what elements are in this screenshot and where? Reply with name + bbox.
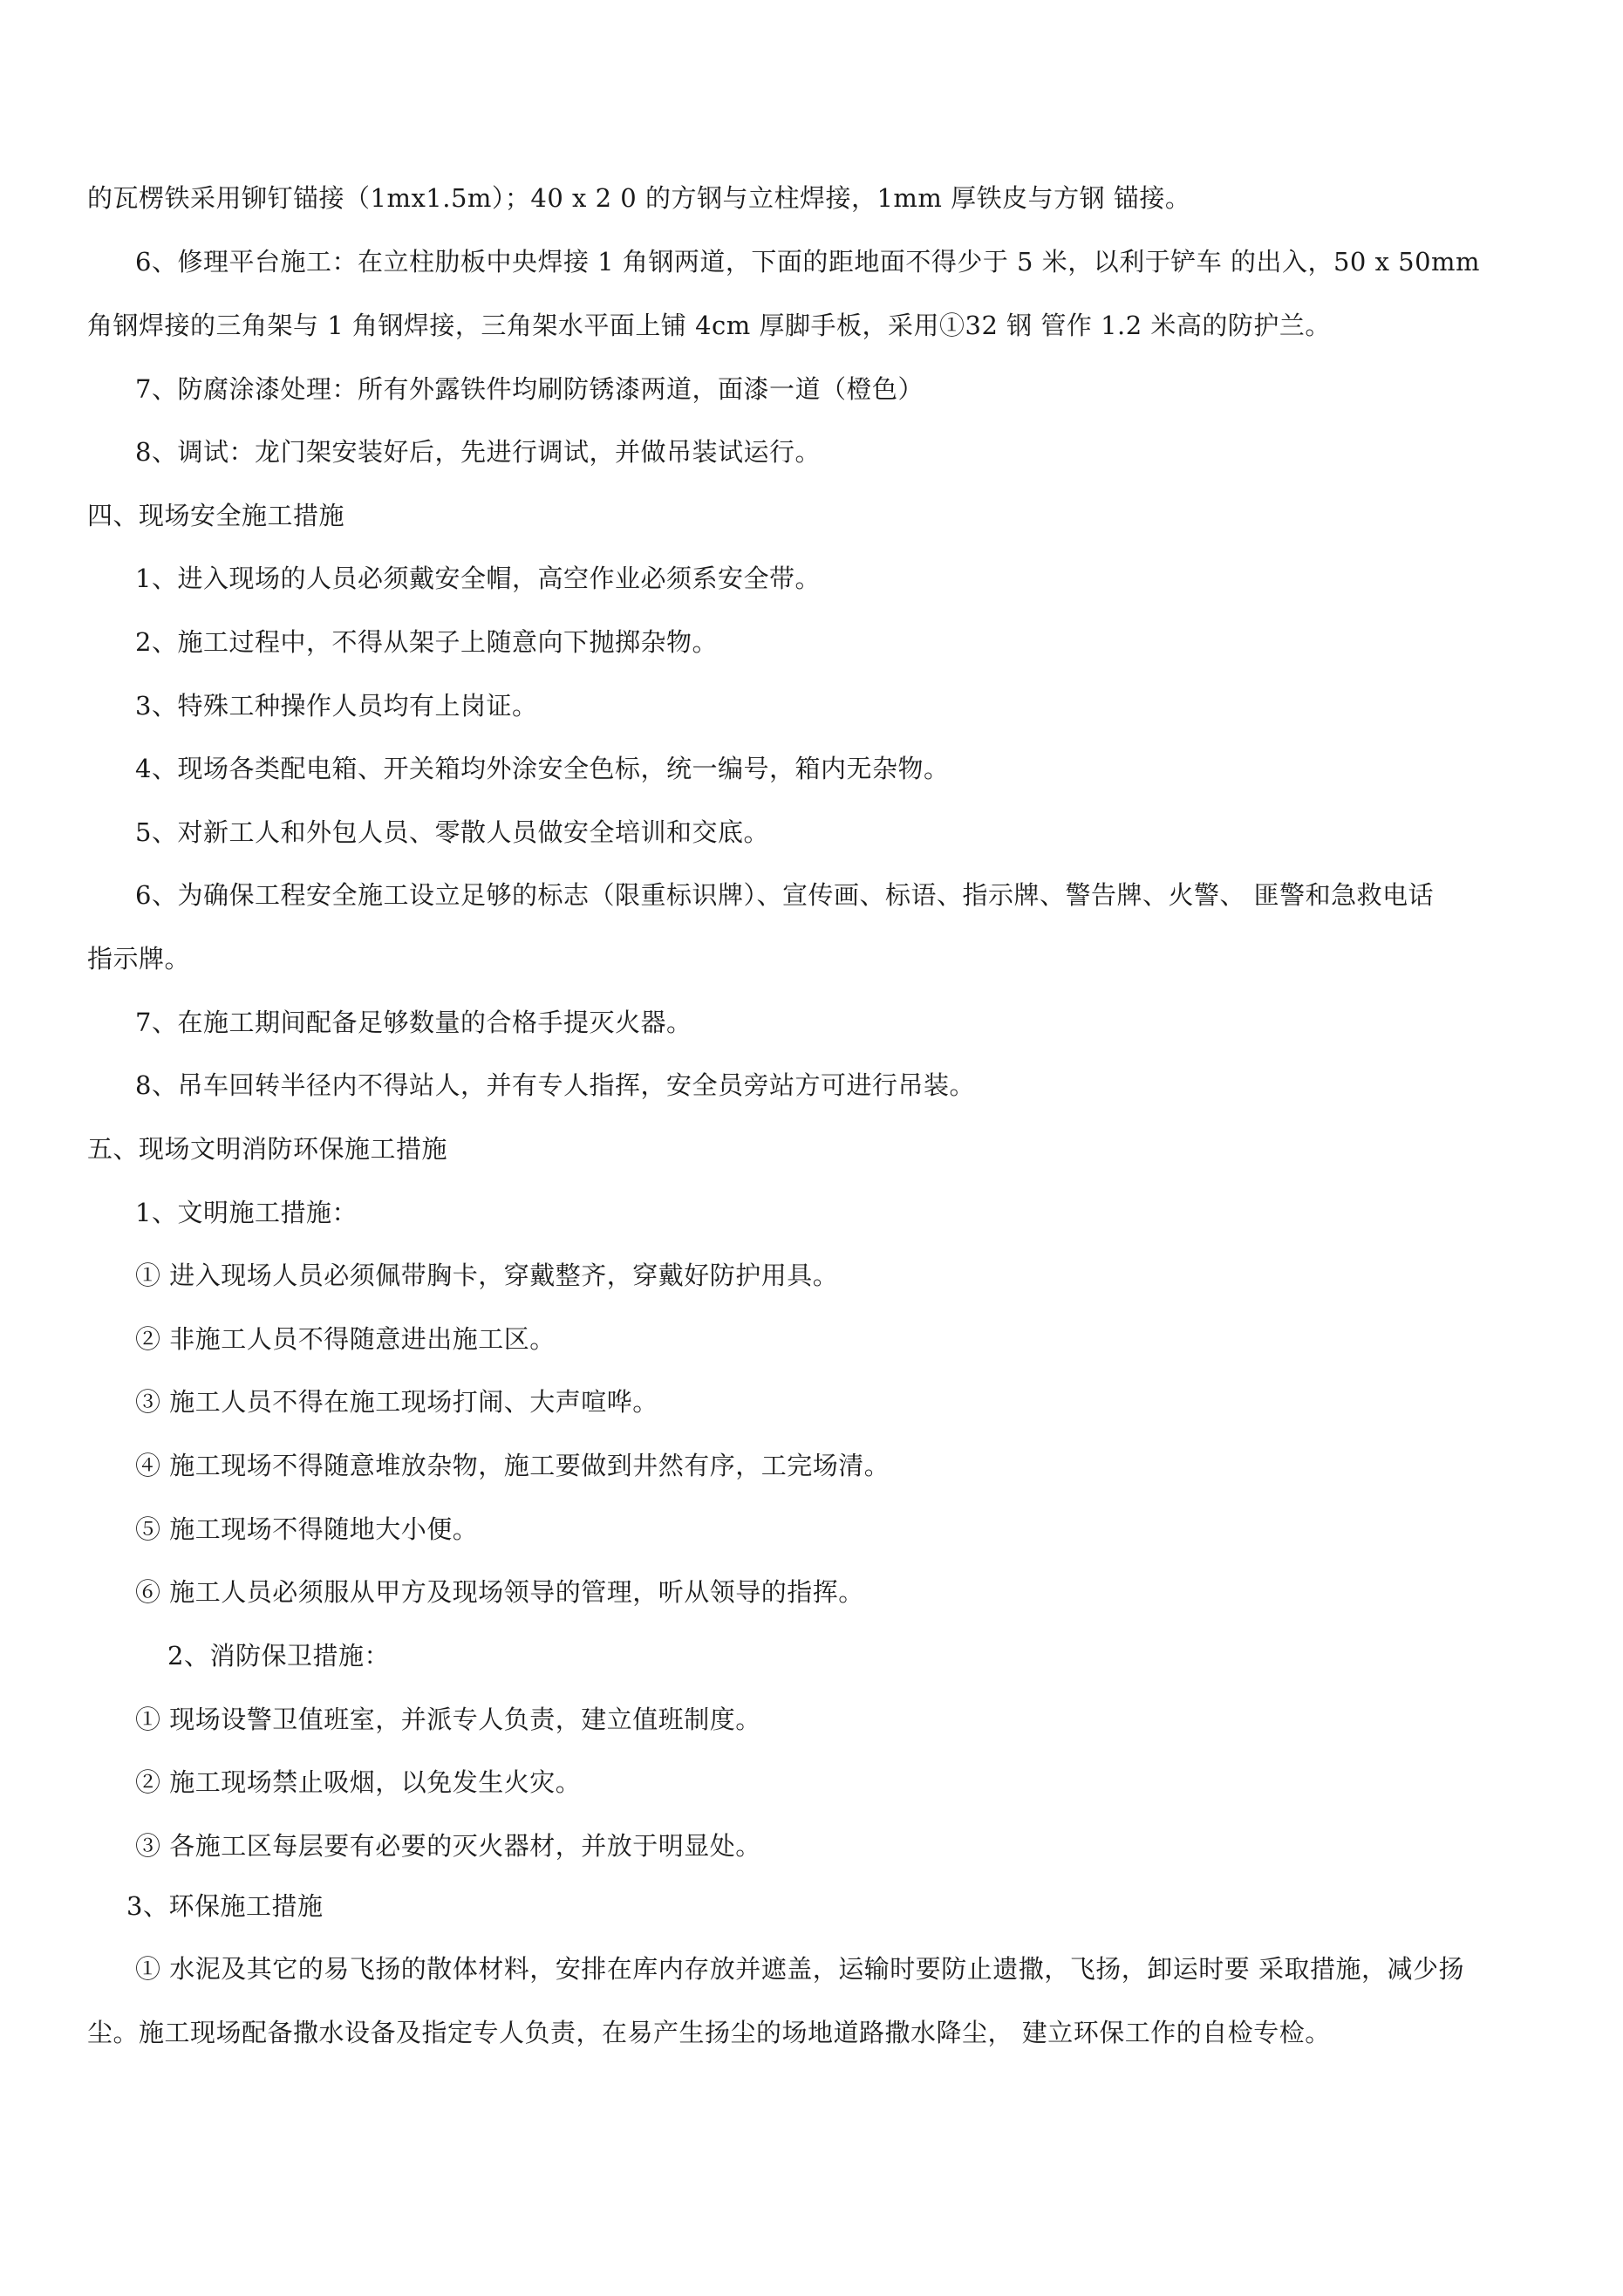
text-line: 的瓦楞铁采用铆钉锚接（1mx1.5m）；40 x 2 0 的方钢与立柱焊接，1mm 厚铁皮与方钢 锚接。 — [87, 183, 1191, 213]
text-line: 7、在施工期间配备足够数量的合格手提灭火器。 — [135, 1008, 692, 1037]
list-item: ⑤ 施工现场不得随地大小便。 — [135, 1514, 479, 1544]
section-heading: 四、现场安全施工措施 — [87, 501, 345, 530]
text-line: 角钢焊接的三角架与 1 角钢焊接，三角架水平面上铺 4cm 厚脚手板，采用①32 钢 管作 1.2 米高的防护兰。 — [87, 311, 1331, 340]
text-line: 3、特殊工种操作人员均有上岗证。 — [135, 691, 538, 721]
text-line: 2、施工过程中，不得从架子上随意向下抛掷杂物。 — [135, 627, 718, 657]
text-line: 4、现场各类配电箱、开关箱均外涂安全色标，统一编号，箱内无杂物。 — [135, 754, 950, 783]
text-line: 1、进入现场的人员必须戴安全帽，高空作业必须系安全带。 — [135, 564, 821, 593]
list-item: ③ 施工人员不得在施工现场打闹、大声喧哗。 — [135, 1387, 658, 1417]
text-line: 8、调试：龙门架安装好后，先进行调试，并做吊装试运行。 — [135, 437, 821, 467]
subsection-heading: 2、消防保卫措施： — [167, 1641, 390, 1671]
text-line: 6、为确保工程安全施工设立足够的标志（限重标识牌）、宣传画、标语、指示牌、警告牌、火警、 匪警和急救电话 — [135, 880, 1435, 910]
list-item: ⑥ 施工人员必须服从甲方及现场领导的管理，听从领导的指挥。 — [135, 1577, 864, 1607]
text-line: 7、防腐涂漆处理：所有外露铁件均刷防锈漆两道，面漆一道（橙色） — [135, 374, 924, 404]
list-item: ④ 施工现场不得随意堆放杂物，施工要做到井然有序，工完场清。 — [135, 1451, 890, 1480]
text-line: 指示牌。 — [87, 944, 191, 974]
list-item: ③ 各施工区每层要有必要的灭火器材，并放于明显处。 — [135, 1831, 761, 1861]
subsection-heading: 1、文明施工措施： — [135, 1198, 358, 1227]
section-heading: 五、现场文明消防环保施工措施 — [87, 1134, 448, 1164]
subsection-heading: 3、环保施工措施 — [126, 1891, 324, 1921]
list-item: ① 进入现场人员必须佩带胸卡，穿戴整齐，穿戴好防护用具。 — [135, 1261, 839, 1290]
text-line: 6、修理平台施工：在立柱肋板中央焊接 1 角钢两道，下面的距地面不得少于 5 米，以利于铲车 的出入，50 x 50mm — [135, 247, 1481, 277]
text-line: 8、吊车回转半径内不得站人，并有专人指挥，安全员旁站方可进行吊装。 — [135, 1070, 975, 1100]
text-line: 尘。施工现场配备撒水设备及指定专人负责，在易产生扬尘的场地道路撒水降尘， 建立环保工作的自检专检。 — [87, 2018, 1331, 2047]
list-item: ① 水泥及其它的易飞扬的散体材料，安排在库内存放并遮盖，运输时要防止遗撒，飞扬，卸运时要 采取措施，减少扬 — [135, 1954, 1464, 1984]
list-item: ② 施工现场禁止吸烟，以免发生火灾。 — [135, 1767, 582, 1797]
text-line: 5、对新工人和外包人员、零散人员做安全培训和交底。 — [135, 817, 769, 847]
list-item: ① 现场设警卫值班室，并派专人负责，建立值班制度。 — [135, 1705, 761, 1734]
list-item: ② 非施工人员不得随意进出施工区。 — [135, 1324, 556, 1354]
